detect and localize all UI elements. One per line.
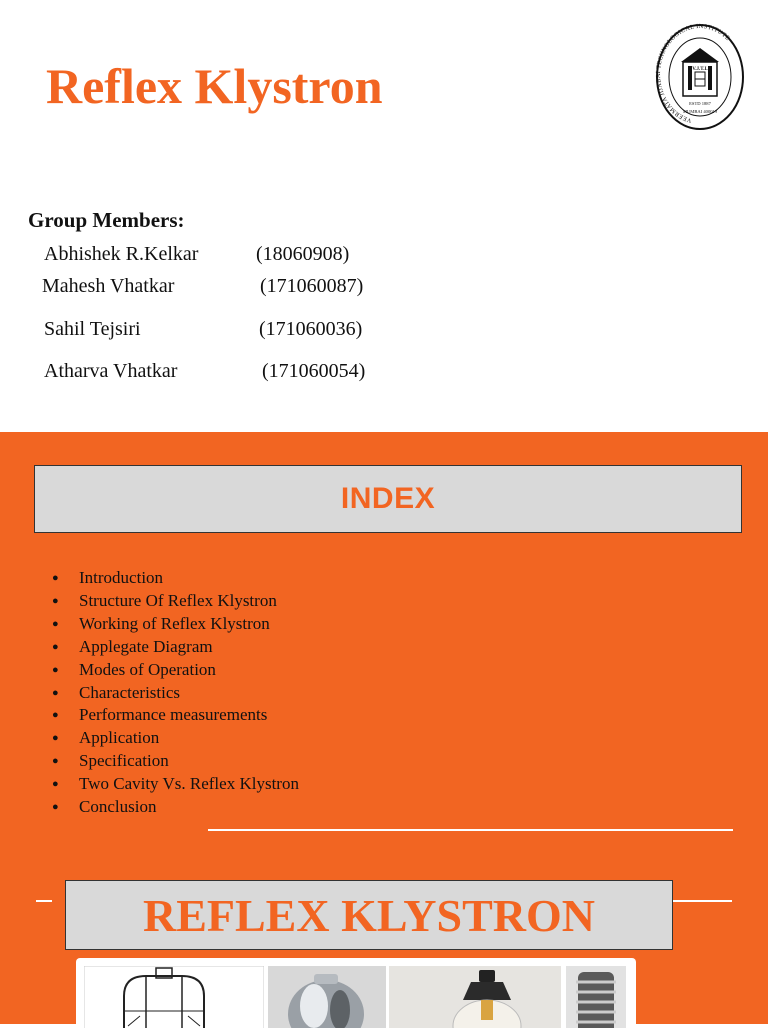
seal-monogram: V.J.T.I. xyxy=(692,67,708,72)
member-id: (171060087) xyxy=(260,275,364,297)
index-item: ● Two Cavity Vs. Reflex Klystron xyxy=(52,773,299,796)
group-members-heading: Group Members: xyxy=(28,208,185,232)
member-id: (18060908) xyxy=(256,243,350,265)
seal-established: ESTD 1887 xyxy=(689,101,711,106)
divider-dash xyxy=(672,900,732,902)
index-item: ● Applegate Diagram xyxy=(52,636,299,659)
member-id: (171060036) xyxy=(259,318,363,340)
index-item: ● Performance measurements xyxy=(52,704,299,727)
institute-seal-logo xyxy=(655,22,745,132)
index-item: ● Introduction xyxy=(52,567,299,590)
slide-title: Reflex Klystron xyxy=(46,58,383,114)
index-slide xyxy=(0,432,768,864)
member-name: Sahil Tejsiri xyxy=(44,318,141,340)
index-item: ● Modes of Operation xyxy=(52,659,299,682)
index-item: ● Specification xyxy=(52,750,299,773)
slide3-heading-box xyxy=(65,880,673,950)
index-item: ● Conclusion xyxy=(52,796,299,819)
klystron-image-strip xyxy=(76,958,636,1028)
member-id: (171060054) xyxy=(262,360,366,382)
klystron-photo-tube-image xyxy=(389,966,561,1028)
index-heading-box xyxy=(34,465,742,533)
index-item: ● Structure Of Reflex Klystron xyxy=(52,590,299,613)
seal-city: MUMBAI 400019 xyxy=(682,109,718,114)
index-item: ● Application xyxy=(52,727,299,750)
index-item: ● Working of Reflex Klystron xyxy=(52,613,299,636)
reflex-klystron-slide xyxy=(0,864,768,1024)
index-item: ● Characteristics xyxy=(52,682,299,705)
seal-ring-text: VEERMATA JIJABAI TECHNOLOGICAL INSTITUTE xyxy=(655,22,732,124)
divider-line xyxy=(208,829,733,831)
klystron-photo-chrome-image xyxy=(268,966,386,1028)
member-name: Atharva Vhatkar xyxy=(44,360,178,382)
title-slide xyxy=(0,0,768,432)
slide3-heading: REFLEX KLYSTRON xyxy=(142,889,596,941)
index-heading: INDEX xyxy=(340,482,436,515)
klystron-diagram-image xyxy=(84,966,264,1028)
klystron-photo-finned-image xyxy=(566,966,626,1028)
index-list xyxy=(52,567,299,819)
member-name: Abhishek R.Kelkar xyxy=(44,243,199,265)
member-name: Mahesh Vhatkar xyxy=(42,275,175,297)
divider-dash xyxy=(36,900,52,902)
